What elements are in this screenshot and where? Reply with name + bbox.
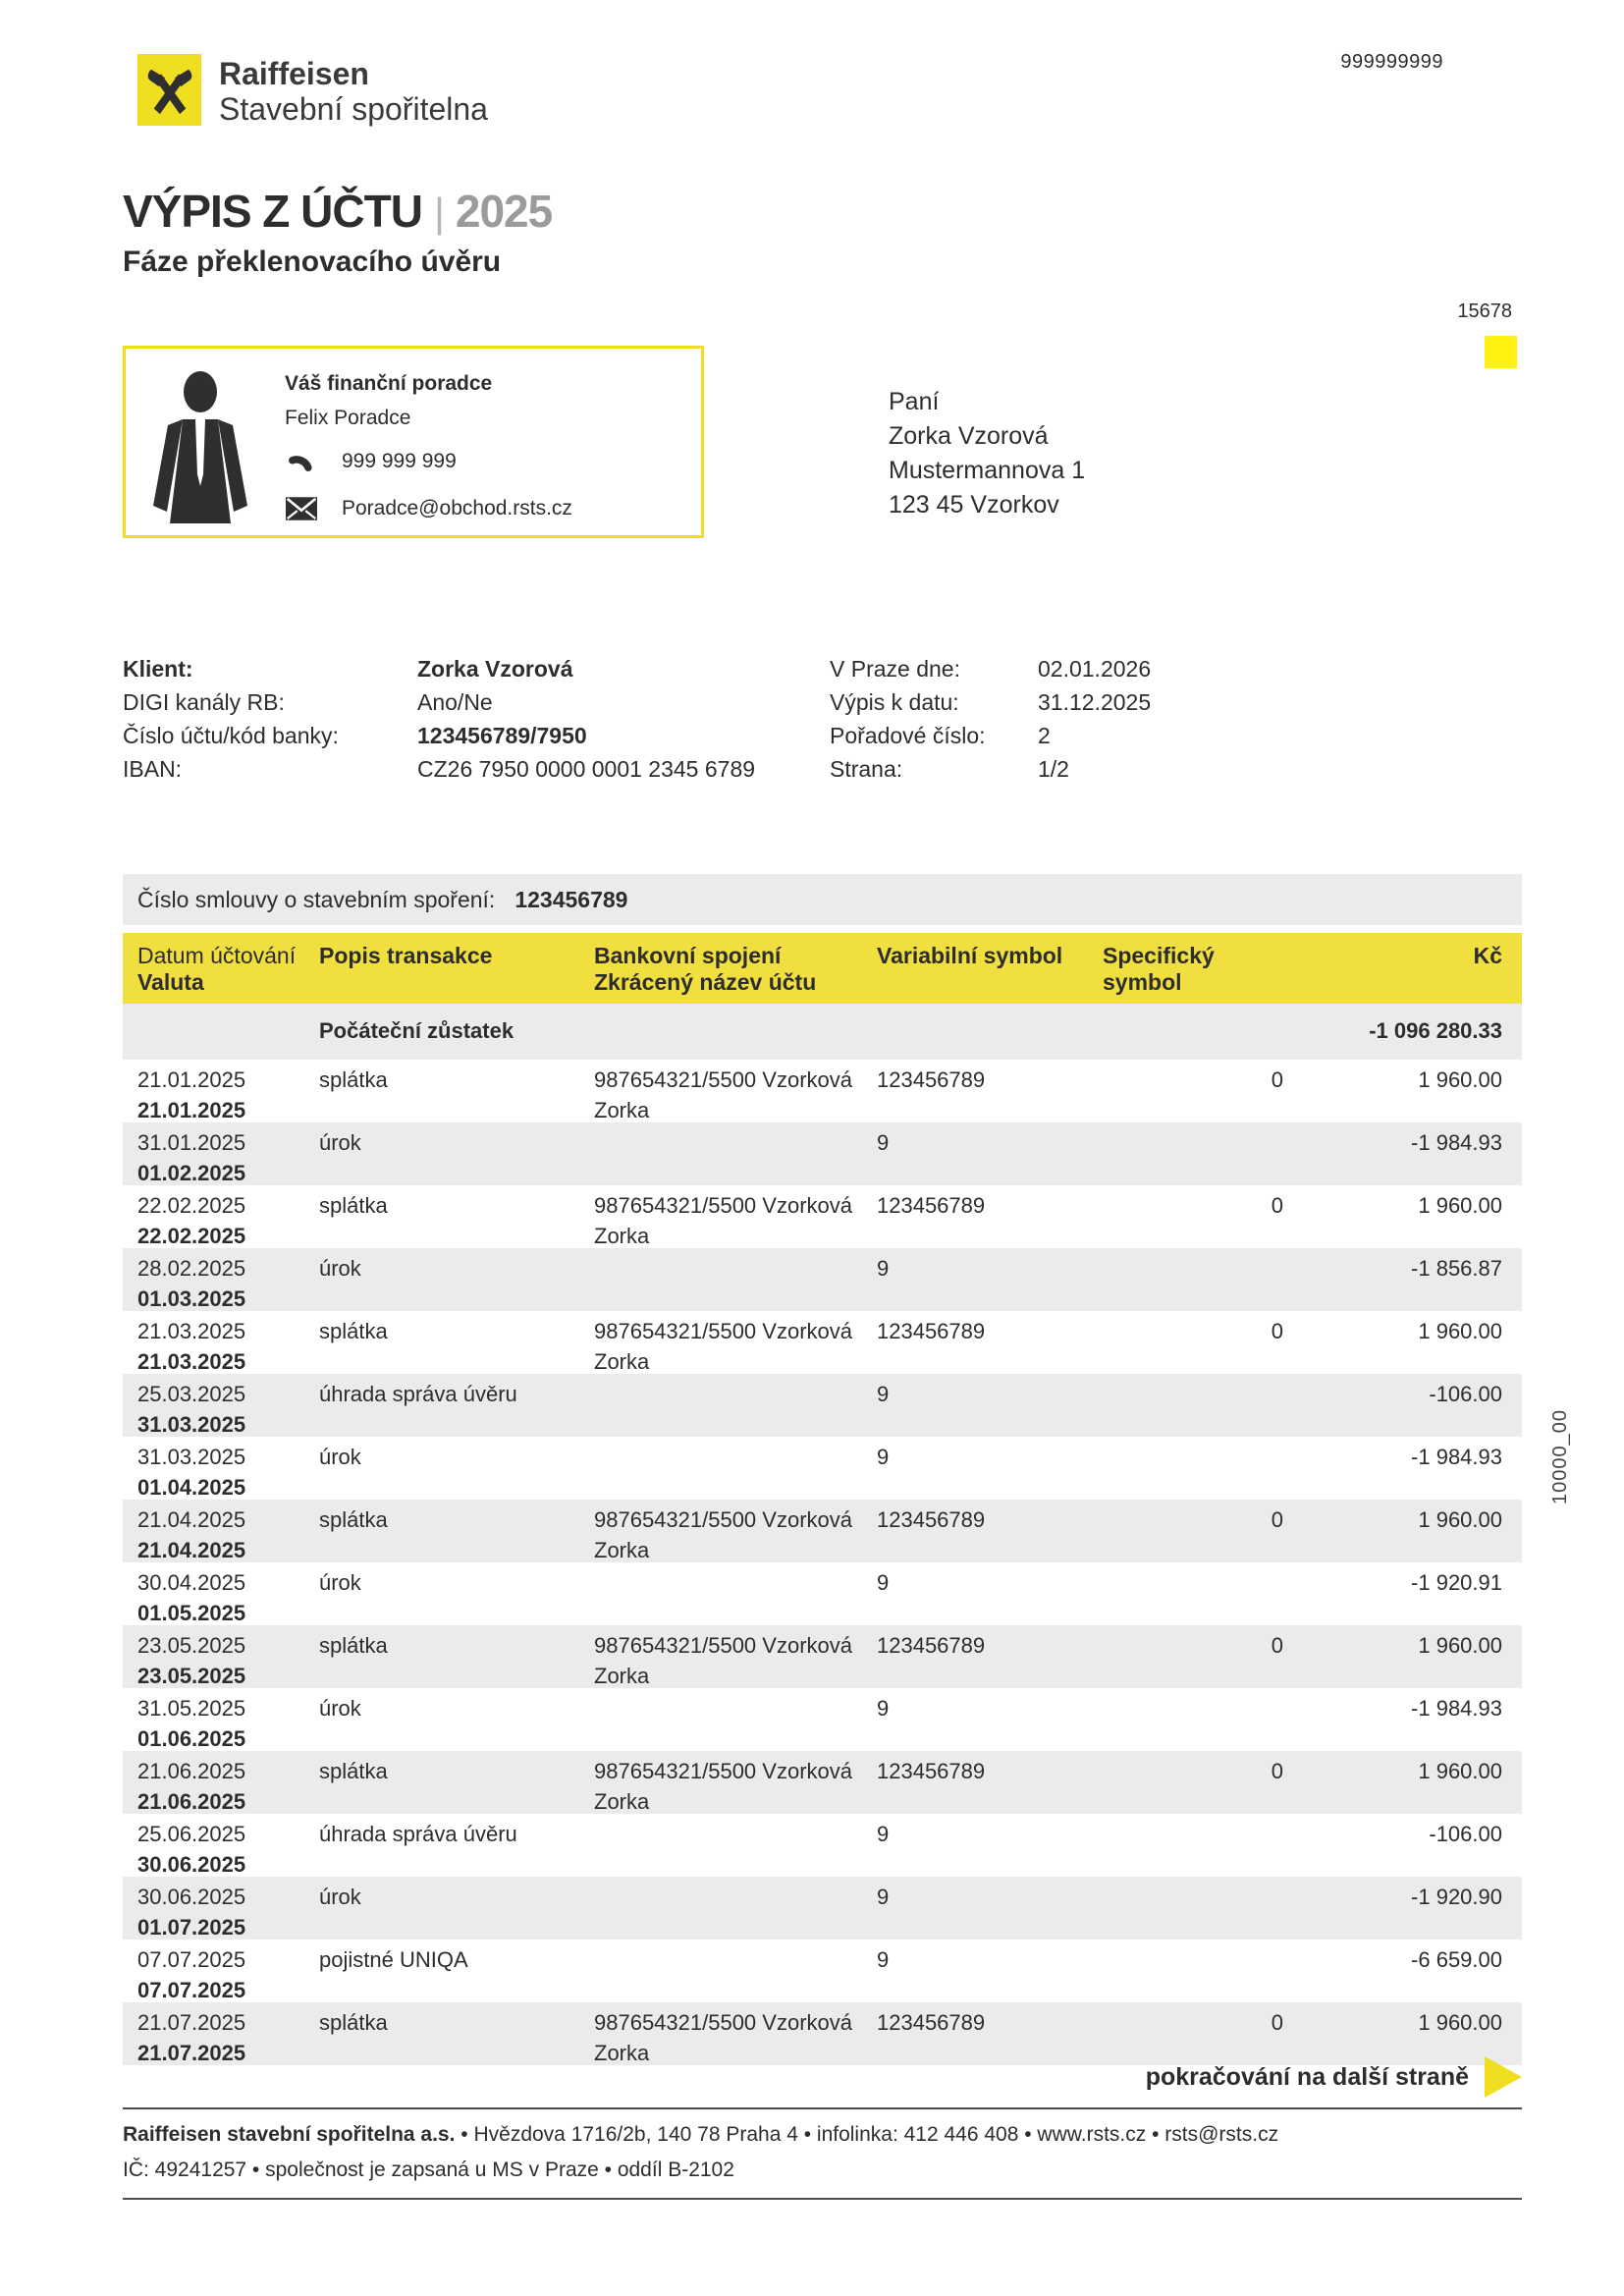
contract-number-bar	[123, 874, 1522, 925]
raiffeisen-logo	[137, 54, 488, 127]
col-description: Popis transakce	[319, 943, 493, 968]
transaction-description: úrok	[319, 1130, 361, 1155]
sequence-number-label: Pořadové číslo:	[830, 723, 986, 748]
transaction-row	[123, 1374, 1522, 1437]
transaction-bank: 987654321/5500 Vzorková Zorka	[594, 1759, 853, 1814]
document-number: 999999999	[1340, 51, 1443, 73]
arrow-right-icon	[1485, 2056, 1522, 2098]
opening-balance-amount: -1 096 280.33	[1369, 1018, 1502, 1043]
transaction-row	[123, 1500, 1522, 1562]
opening-balance-row	[123, 1004, 1522, 1060]
transaction-amount: 1 960.00	[1418, 1193, 1502, 1218]
transaction-bank: 987654321/5500 Vzorková Zorka	[594, 1067, 853, 1122]
col-posting-date: Datum účtování	[137, 943, 297, 968]
transaction-dates: 30.06.2025 01.07.2025	[137, 1885, 246, 1940]
transaction-dates: 25.06.2025 30.06.2025	[137, 1822, 246, 1877]
financial-advisor-card	[123, 346, 704, 538]
transaction-dates: 21.04.2025 21.04.2025	[137, 1507, 246, 1562]
transaction-row	[123, 1311, 1522, 1374]
continuation-note	[123, 2056, 1522, 2098]
transaction-specific-symbol: 0	[1271, 1507, 1283, 1532]
footer-company-name: Raiffeisen stavební spořitelna a.s.	[123, 2123, 456, 2146]
transaction-variable-symbol: 123456789	[877, 1633, 986, 1658]
col-amount: Kč	[1473, 943, 1502, 968]
col-variable-symbol: Variabilní symbol	[877, 943, 1063, 968]
recipient-street: Mustermannova 1	[889, 457, 1086, 484]
transaction-bank	[594, 1944, 877, 2005]
iban-value: CZ26 7950 0000 0001 2345 6789	[417, 756, 756, 782]
recipient-salutation: Paní	[889, 388, 940, 415]
transaction-row	[123, 1437, 1522, 1500]
continuation-label: pokračování na další straně	[1145, 2062, 1469, 2091]
transaction-description: úrok	[319, 1445, 361, 1469]
transaction-bank	[594, 1567, 877, 1628]
transaction-variable-symbol: 9	[877, 1947, 890, 1972]
transaction-description: splátka	[319, 2010, 388, 2035]
account-number-label: Číslo účtu/kód banky:	[123, 723, 339, 748]
transaction-specific-symbol: 0	[1271, 1759, 1283, 1783]
transaction-description: úrok	[319, 1696, 361, 1721]
client-label: Klient:	[123, 656, 193, 682]
client-value: Zorka Vzorová	[417, 656, 573, 682]
advisor-email[interactable]: Poradce@obchod.rsts.cz	[342, 497, 572, 519]
person-silhouette-icon	[149, 368, 251, 523]
brand-name	[219, 54, 488, 127]
transaction-specific-symbol	[1103, 1944, 1283, 2005]
transaction-specific-symbol: 0	[1271, 1633, 1283, 1658]
client-info	[123, 656, 1151, 790]
transaction-bank	[594, 1379, 877, 1440]
transaction-row	[123, 1185, 1522, 1248]
transaction-amount: -106.00	[1429, 1822, 1502, 1846]
statement-date-label: Výpis k datu:	[830, 689, 959, 715]
account-number-value: 123456789/7950	[417, 723, 587, 748]
transaction-description: splátka	[319, 1319, 388, 1343]
transaction-amount: -1 920.90	[1411, 1885, 1502, 1909]
page-subtitle: Fáze překlenovacího úvěru	[123, 246, 502, 278]
transaction-description: pojistné UNIQA	[319, 1947, 468, 1972]
transaction-dates: 22.02.2025 22.02.2025	[137, 1193, 246, 1248]
transaction-row	[123, 1122, 1522, 1185]
transaction-description: úrok	[319, 1256, 361, 1281]
col-account-name: Zkrácený název účtu	[594, 969, 817, 995]
table-header	[123, 933, 1522, 1004]
transaction-variable-symbol: 9	[877, 1696, 890, 1721]
transaction-bank: 987654321/5500 Vzorková Zorka	[594, 2010, 853, 2065]
transaction-specific-symbol	[1103, 1253, 1283, 1314]
transaction-specific-symbol	[1103, 1379, 1283, 1440]
transaction-variable-symbol: 9	[877, 1445, 890, 1469]
transaction-amount: 1 960.00	[1418, 2010, 1502, 2035]
transaction-bank: 987654321/5500 Vzorková Zorka	[594, 1507, 853, 1562]
transaction-variable-symbol: 9	[877, 1382, 890, 1406]
transaction-specific-symbol	[1103, 1567, 1283, 1628]
transaction-bank: 987654321/5500 Vzorková Zorka	[594, 1633, 853, 1688]
transaction-description: splátka	[319, 1633, 388, 1658]
transaction-row	[123, 1248, 1522, 1311]
transaction-amount: -106.00	[1429, 1382, 1502, 1406]
transaction-amount: -1 984.93	[1411, 1696, 1502, 1721]
footer-line1	[123, 2123, 1522, 2147]
transaction-row	[123, 1625, 1522, 1688]
transaction-amount: 1 960.00	[1418, 1759, 1502, 1783]
transaction-amount: 1 960.00	[1418, 1633, 1502, 1658]
transaction-amount: -1 920.91	[1411, 1570, 1502, 1595]
sequence-number-value: 2	[1038, 723, 1051, 748]
transaction-variable-symbol: 123456789	[877, 2010, 986, 2035]
transaction-dates: 28.02.2025 01.03.2025	[137, 1256, 246, 1311]
transaction-row	[123, 1814, 1522, 1877]
vertical-form-code: 10000_00	[1549, 1409, 1571, 1504]
digi-channels-value: Ano/Ne	[417, 689, 493, 715]
recipient-address	[889, 385, 1085, 522]
advisor-name: Felix Poradce	[285, 407, 411, 429]
transaction-amount: 1 960.00	[1418, 1067, 1502, 1092]
title-separator: |	[433, 190, 444, 236]
title-year: 2025	[455, 186, 553, 237]
transaction-amount: -1 984.93	[1411, 1130, 1502, 1155]
transaction-specific-symbol: 0	[1271, 1067, 1283, 1092]
brand-line1: Raiffeisen	[219, 56, 369, 91]
transaction-dates: 23.05.2025 23.05.2025	[137, 1633, 246, 1688]
recipient-city: 123 45 Vzorkov	[889, 491, 1059, 519]
transaction-description: úhrada správa úvěru	[319, 1382, 517, 1406]
footer-company-details: • Hvězdova 1716/2b, 140 78 Praha 4 • infolinka: 412 446 408 • www.rsts.cz • rsts@rsts.cz	[455, 2123, 1279, 2146]
iban-label: IBAN:	[123, 756, 183, 782]
statement-date-value: 31.12.2025	[1038, 689, 1152, 715]
transaction-specific-symbol	[1103, 1127, 1283, 1188]
transaction-description: splátka	[319, 1507, 388, 1532]
advisor-phone: 999 999 999	[342, 450, 457, 472]
transaction-specific-symbol: 0	[1271, 1319, 1283, 1343]
transaction-specific-symbol	[1103, 1693, 1283, 1754]
transaction-bank: 987654321/5500 Vzorková Zorka	[594, 1193, 853, 1248]
contract-number-label: Číslo smlouvy o stavebním spoření:	[137, 886, 496, 912]
transaction-variable-symbol: 9	[877, 1822, 890, 1846]
transaction-bank	[594, 1693, 877, 1754]
transaction-row	[123, 1060, 1522, 1122]
transaction-variable-symbol: 123456789	[877, 1759, 986, 1783]
page-title: VÝPIS Z ÚČTU	[123, 186, 422, 237]
col-bank-connection: Bankovní spojení	[594, 943, 782, 968]
transaction-amount: 1 960.00	[1418, 1507, 1502, 1532]
transaction-specific-symbol	[1103, 1882, 1283, 1942]
transaction-amount: 1 960.00	[1418, 1319, 1502, 1343]
transaction-variable-symbol: 123456789	[877, 1193, 986, 1218]
title-block	[123, 185, 552, 279]
transaction-bank: 987654321/5500 Vzorková Zorka	[594, 1319, 853, 1374]
col-specific-symbol: Specifický symbol	[1103, 943, 1215, 995]
transaction-variable-symbol: 9	[877, 1130, 890, 1155]
transaction-description: úhrada správa úvěru	[319, 1822, 517, 1846]
transaction-row	[123, 1562, 1522, 1625]
transaction-description: úrok	[319, 1885, 361, 1909]
contract-number-value: 123456789	[514, 886, 628, 912]
transaction-amount: -1 856.87	[1411, 1256, 1502, 1281]
transactions-section	[123, 874, 1522, 2065]
place-date-value: 02.01.2026	[1038, 656, 1152, 682]
transaction-row	[123, 1751, 1522, 1814]
transaction-description: splátka	[319, 1193, 388, 1218]
transaction-dates: 07.07.2025 07.07.2025	[137, 1947, 246, 2002]
page-label: Strana:	[830, 756, 903, 782]
transaction-amount: -1 984.93	[1411, 1445, 1502, 1469]
transaction-dates: 21.07.2025 21.07.2025	[137, 2010, 246, 2065]
transaction-description: úrok	[319, 1570, 361, 1595]
transaction-rows	[123, 1004, 1522, 2065]
envelope-icon	[285, 493, 318, 524]
transaction-bank	[594, 1127, 877, 1188]
transaction-dates: 21.03.2025 21.03.2025	[137, 1319, 246, 1374]
col-value-date: Valuta	[137, 969, 204, 995]
transaction-description: splátka	[319, 1067, 388, 1092]
transaction-variable-symbol: 9	[877, 1570, 890, 1595]
phone-icon	[285, 446, 318, 477]
transaction-row	[123, 1877, 1522, 1940]
opening-balance-label: Počáteční zůstatek	[319, 1018, 514, 1043]
place-date-label: V Praze dne:	[830, 656, 960, 682]
transaction-specific-symbol	[1103, 1819, 1283, 1880]
transaction-variable-symbol: 9	[877, 1885, 890, 1909]
raiffeisen-crossed-hammers-icon	[137, 54, 201, 126]
transaction-dates: 21.01.2025 21.01.2025	[137, 1067, 246, 1122]
transaction-specific-symbol: 0	[1271, 1193, 1283, 1218]
footer-line2: IČ: 49241257 • společnost je zapsaná u MS v Praze • oddíl B-2102	[123, 2159, 734, 2181]
transaction-amount: -6 659.00	[1411, 1947, 1502, 1972]
transaction-bank	[594, 1882, 877, 1942]
transaction-variable-symbol: 123456789	[877, 1319, 986, 1343]
transaction-dates: 31.01.2025 01.02.2025	[137, 1130, 246, 1185]
transaction-dates: 31.05.2025 01.06.2025	[137, 1696, 246, 1751]
transaction-dates: 25.03.2025 31.03.2025	[137, 1382, 246, 1437]
transaction-specific-symbol	[1103, 1442, 1283, 1503]
transaction-variable-symbol: 123456789	[877, 1067, 986, 1092]
transaction-bank	[594, 1442, 877, 1503]
transaction-bank	[594, 1819, 877, 1880]
brand-line2: Stavební spořitelna	[219, 91, 488, 127]
transaction-dates: 21.06.2025 21.06.2025	[137, 1759, 246, 1814]
transaction-row	[123, 1688, 1522, 1751]
transaction-description: splátka	[319, 1759, 388, 1783]
page-value: 1/2	[1038, 756, 1069, 782]
digi-channels-label: DIGI kanály RB:	[123, 689, 285, 715]
transaction-bank	[594, 1253, 877, 1314]
footer-divider-top	[123, 2107, 1522, 2109]
transaction-specific-symbol: 0	[1271, 2010, 1283, 2035]
recipient-name: Zorka Vzorová	[889, 422, 1049, 450]
transaction-variable-symbol: 123456789	[877, 1507, 986, 1532]
advisor-heading: Váš finanční poradce	[285, 372, 493, 395]
transaction-row	[123, 1940, 1522, 2002]
footer-divider-bottom	[123, 2198, 1522, 2200]
form-number: 15678	[1457, 301, 1512, 322]
transaction-dates: 30.04.2025 01.05.2025	[137, 1570, 246, 1625]
yellow-marker-square	[1485, 336, 1517, 368]
transaction-variable-symbol: 9	[877, 1256, 890, 1281]
transaction-dates: 31.03.2025 01.04.2025	[137, 1445, 246, 1500]
